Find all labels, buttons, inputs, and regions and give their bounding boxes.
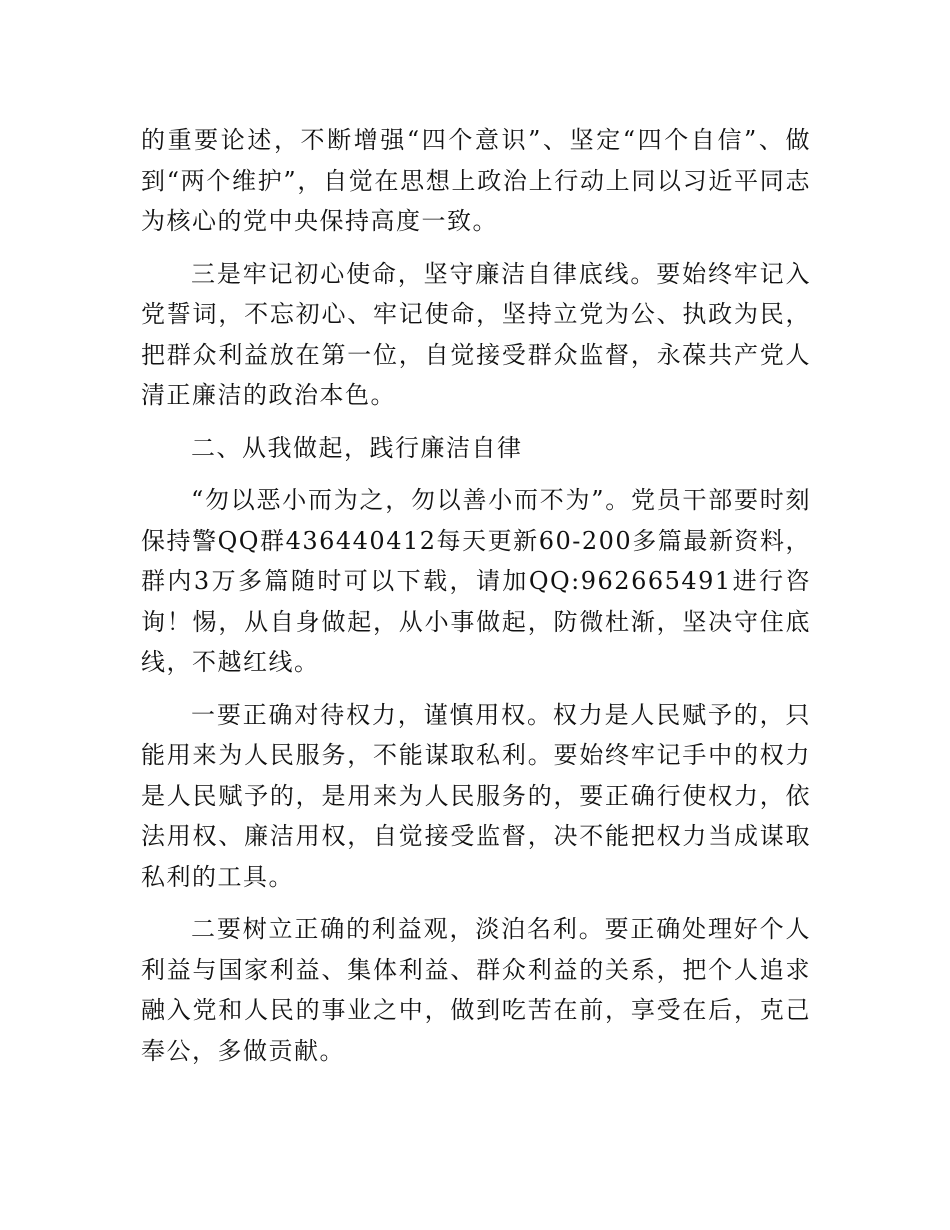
paragraph-power-usage: 一要正确对待权力，谨慎用权。权力是人民赋予的，只能用来为人民服务，不能谋取私利。要始终牢记手中的权力是人民赋予的，是用来为人民服务的，要正确行使权力，依法用权、廉洁用权，自觉接受监督，决不能把权力当成谋取私利的工具。 xyxy=(141,700,811,891)
document-body xyxy=(141,120,811,1083)
paragraph-quote-intro: “勿以恶小而为之，勿以善小而不为”。党员干部要时刻保持警QQ群436440412每天更新60-200多篇最新资料，群内3万多篇随时可以下载，请加QQ:962665491进行咨询！惕，从自身做起，从小事做起，防微杜渐，坚决守住底线，不越红线。 xyxy=(141,486,811,676)
paragraph-point-three: 三是牢记初心使命，坚守廉洁自律底线。要始终牢记入党誓词，不忘初心、牢记使命，坚持立党为公、执政为民，把群众利益放在第一位，自觉接受群众监督，永葆共产党人清正廉洁的政治本色。 xyxy=(141,259,811,409)
section-heading-two: 二、从我做起，践行廉洁自律 xyxy=(191,433,523,462)
paragraph-interest-view: 二要树立正确的利益观，淡泊名利。要正确处理好个人利益与国家利益、集体利益、群众利益的关系，把个人追求融入党和人民的事业之中，做到吃苦在前，享受在后，克己奉公，多做贡献。 xyxy=(141,915,811,1065)
paragraph-continuation: 的重要论述，不断增强“四个意识”、坚定“四个自信”、做到“两个维护”，自觉在思想上政治上行动上同以习近平同志为核心的党中央保持高度一致。 xyxy=(141,126,811,235)
